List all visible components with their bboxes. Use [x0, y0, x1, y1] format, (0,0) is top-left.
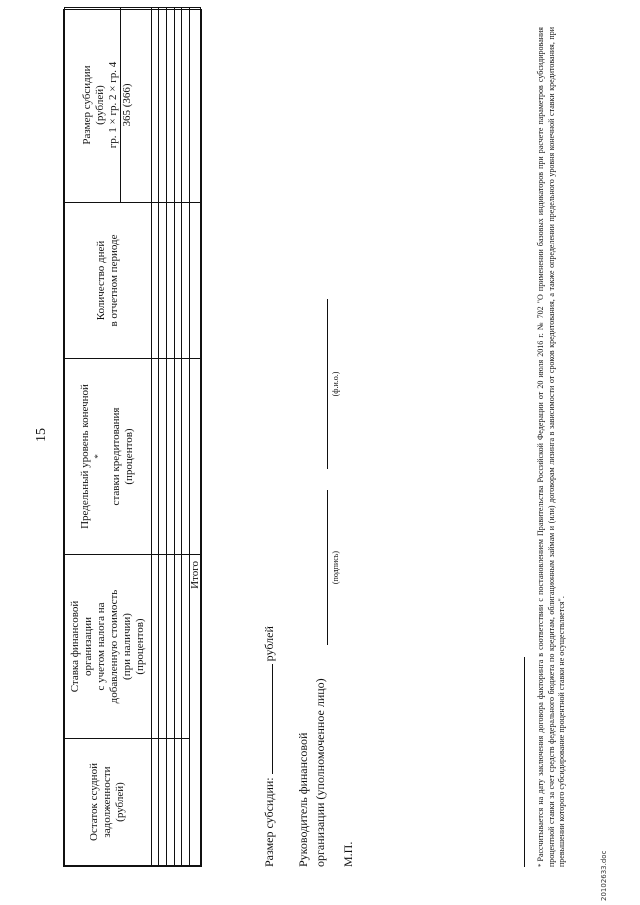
table-cell: [182, 8, 190, 203]
table-cell: [166, 555, 174, 739]
signature-caption: (подпись): [331, 550, 340, 585]
page-number: 15: [34, 428, 49, 442]
document-code: 20102633.doc: [600, 850, 608, 901]
table-cell: [174, 359, 182, 555]
table-cell: [166, 8, 174, 203]
subsidy-amount-unit: рублей: [262, 626, 276, 662]
subsidy-amount-field[interactable]: [272, 664, 273, 774]
table-cell: [174, 739, 182, 866]
table-cell: [190, 8, 201, 203]
formula-numerator: гр. 1 × гр. 2 × гр. 4: [107, 8, 121, 202]
head-title-line-2: организации (уполномоченное лицо): [313, 678, 327, 867]
name-line[interactable]: [327, 299, 328, 469]
table-cell: [182, 739, 190, 866]
table-cell: [182, 359, 190, 555]
header-financial-org-rate: Ставка финансовой организации с учетом налога на добавленную стоимость (при наличии) (процентов): [65, 555, 152, 739]
footnote-text: Рассчитывается на дату заключения договора факторинга в соответствии с постановлением Правительства Российской Федерации от 20 июля 2016 г. № 702 "О применении базовых индикаторов при расчете параметров субсидирования процентной ставки за счет средств федерального бюджета по кредитам, облигационным займам и (или) договорам лизинга в зависимости от сроков кредитования, а также определении предельного уровня конечной ставки кредитования, при превышении которого субсидирование процентной ставки не осуществляется".: [536, 27, 566, 867]
table-cell: [159, 359, 167, 555]
subsidy-table: [63, 9, 202, 867]
table-cell: [174, 555, 182, 739]
table-cell: [159, 8, 167, 203]
table-cell: [159, 739, 167, 866]
table-cell: [159, 203, 167, 359]
footnote: [536, 27, 568, 867]
subsidy-amount-label: Размер субсидии:: [262, 777, 276, 867]
table-cell: [151, 359, 159, 555]
table-row: [166, 8, 174, 866]
table-cell: [151, 555, 159, 739]
table-cell: [182, 203, 190, 359]
subsidy-formula: [107, 8, 134, 202]
header-subsidy-amount: Размер субсидии (рублей) гр. 1 × гр. 2 × гр. 4 365 (366): [65, 8, 152, 203]
footnote-divider: [524, 657, 525, 867]
table-cell: [166, 739, 174, 866]
table-row: [159, 8, 167, 866]
seal-label: М.П.: [341, 841, 355, 867]
subsidy-amount-line: [262, 626, 277, 867]
table-cell: [174, 8, 182, 203]
total-label: Итого: [190, 555, 201, 866]
table-cell: [190, 359, 201, 555]
table-cell: [166, 359, 174, 555]
header-loan-balance: Остаток ссудной задолженности (рублей): [65, 739, 152, 866]
head-title-line-1: Руководитель финансовой: [296, 732, 310, 867]
footnote-reference: *: [93, 454, 104, 459]
header-max-lending-rate: Предельный уровень конечной * ставки кредитования (процентов): [65, 359, 152, 555]
name-caption: (ф.и.о.): [331, 371, 340, 397]
table-cell: [166, 203, 174, 359]
subsidy-table-grid: [64, 7, 201, 866]
table-cell: [190, 203, 201, 359]
total-row: [190, 8, 201, 866]
table-row: [174, 8, 182, 866]
header-days-in-period: Количество дней в отчетном периоде: [65, 203, 152, 359]
table-cell: [151, 8, 159, 203]
table-row: [182, 8, 190, 866]
footnote-mark: *: [537, 863, 545, 867]
signature-line[interactable]: [327, 490, 328, 645]
table-cell: [174, 203, 182, 359]
formula-denominator: 365 (366): [121, 83, 134, 127]
table-header-row: [65, 8, 152, 866]
table-cell: [159, 555, 167, 739]
table-cell: [151, 739, 159, 866]
table-row: [151, 8, 159, 866]
table-cell: [151, 203, 159, 359]
